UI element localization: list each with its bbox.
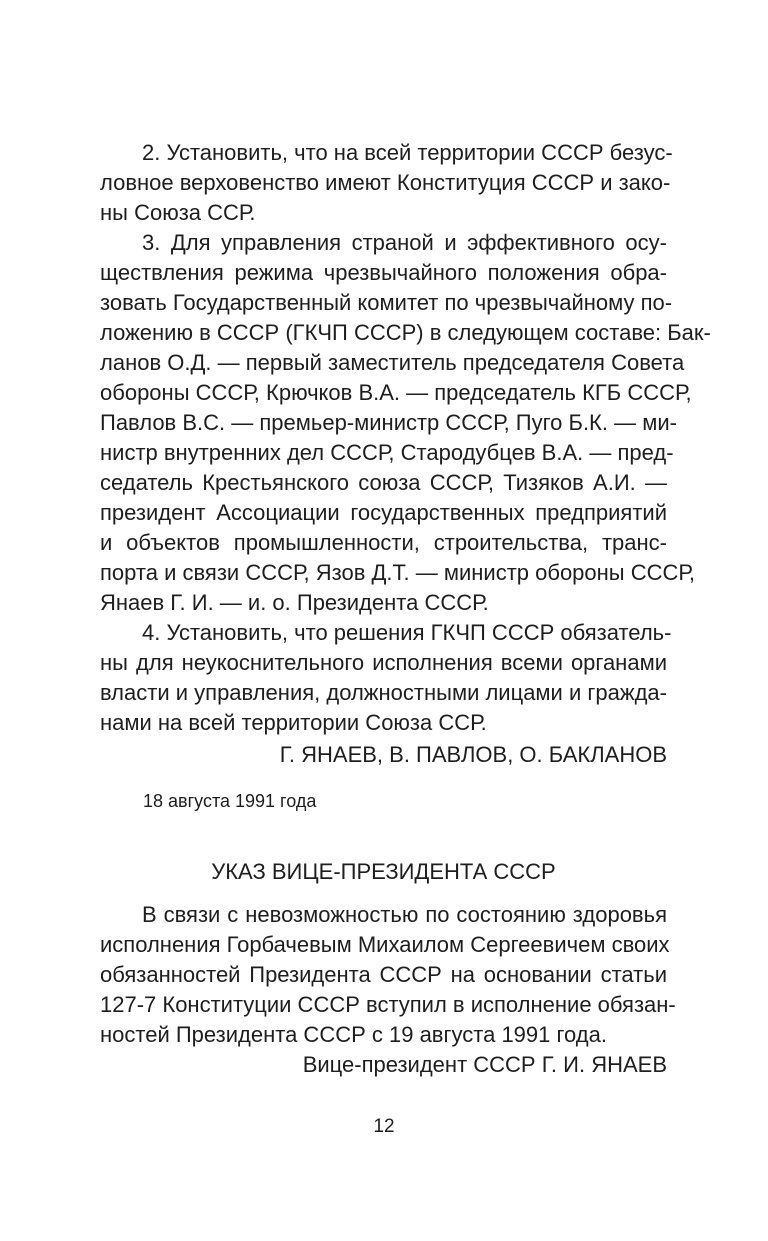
decree-line: нистр внутренних дел СССР, Стародубцев В.А. — пред- bbox=[100, 440, 674, 465]
decree-line: нами на всей территории Союза ССР. bbox=[100, 710, 487, 735]
ukaz-signature: Вице-президент СССР Г. И. ЯНАЕВ bbox=[302, 1052, 667, 1077]
decree-line: ны для неукоснительного исполнения всеми органами bbox=[100, 650, 667, 675]
decree-signatures: Г. ЯНАЕВ, В. ПАВЛОВ, О. БАКЛАНОВ bbox=[279, 742, 667, 767]
decree-line: Павлов В.С. — премьер-министр СССР, Пуго Б.К. — ми- bbox=[100, 410, 677, 435]
decree-line: ществления режима чрезвычайного положения обра- bbox=[100, 260, 667, 285]
decree-line: президент Ассоциации государственных предприятий bbox=[100, 500, 667, 525]
decree-line: Янаев Г. И. — и. о. Президента СССР. bbox=[100, 590, 489, 615]
ukaz-line: исполнения Горбачевым Михаилом Сергеевичем своих bbox=[100, 932, 670, 957]
decree-line: порта и связи СССР, Язов Д.Т. — министр обороны СССР, bbox=[100, 560, 696, 585]
ukaz-line: В связи с невозможностью по состоянию здоровья bbox=[142, 902, 667, 927]
decree-line: ны Союза ССР. bbox=[100, 200, 256, 225]
decree-line: 2. Установить, что на всей территории СССР безус- bbox=[142, 140, 673, 165]
decree-line: седатель Крестьянского союза СССР, Тизяков А.И. — bbox=[100, 470, 667, 495]
decree-line: обороны СССР, Крючков В.А. — председатель КГБ СССР, bbox=[100, 380, 692, 405]
decree-line: ланов О.Д. — первый заместитель председателя Совета bbox=[100, 350, 685, 375]
decree-line: власти и управления, должностными лицами и гражда- bbox=[100, 680, 667, 705]
ukaz-title: УКАЗ ВИЦЕ-ПРЕЗИДЕНТА СССР bbox=[211, 859, 556, 884]
decree-line: зовать Государственный комитет по чрезвычайному по- bbox=[100, 290, 673, 315]
ukaz-line: ностей Президента СССР с 19 августа 1991 года. bbox=[100, 1022, 607, 1047]
ukaz-line: обязанностей Президента СССР на основании статьи bbox=[100, 962, 667, 987]
decree-line: и объектов промышленности, строительства, транс- bbox=[100, 530, 667, 555]
decree-line: ложению в СССР (ГКЧП СССР) в следующем составе: Бак- bbox=[100, 320, 711, 345]
page-number: 12 bbox=[373, 1116, 395, 1137]
ukaz-line: 127-7 Конституции СССР вступил в исполнение обязан- bbox=[100, 992, 676, 1017]
decree-line: ловное верховенство имеют Конституция СССР и зако- bbox=[100, 170, 671, 195]
decree-line: 3. Для управления страной и эффективного осу- bbox=[142, 230, 667, 255]
decree-date: 18 августа 1991 года bbox=[143, 791, 317, 811]
decree-line: 4. Установить, что решения ГКЧП СССР обязатель- bbox=[142, 620, 672, 645]
